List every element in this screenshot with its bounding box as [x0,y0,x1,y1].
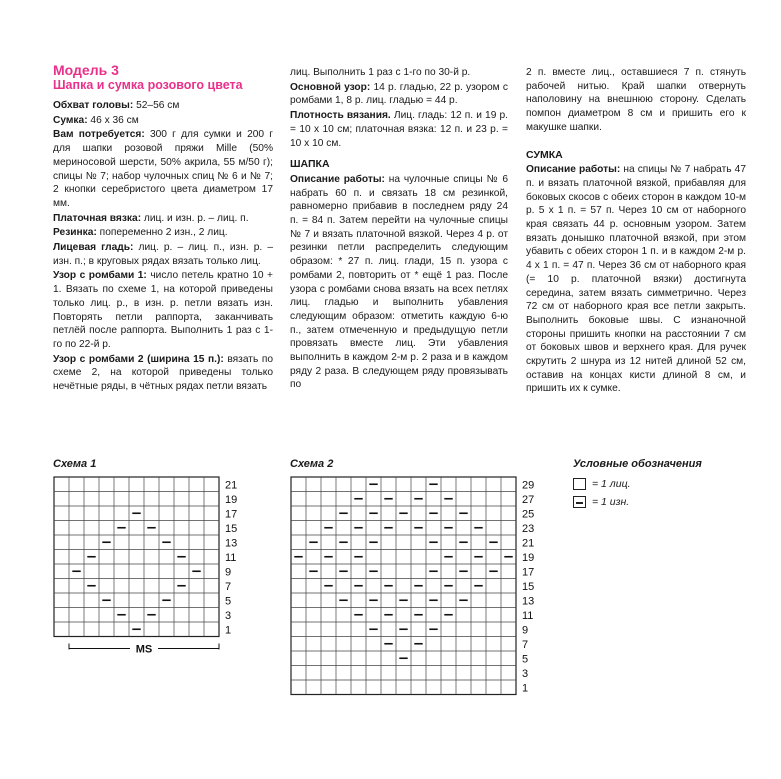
row-number-label: 23 [522,522,535,535]
scheme-1-chart [53,476,253,671]
col1-label: Сумка: [53,114,88,126]
legend-purl-row [573,496,702,508]
section-hat-title: ШАПКА [290,158,330,171]
col1-label: Резинка: [53,227,97,239]
col1-label: Узор с ромбами 1: [53,270,147,282]
rapport-label: MS [135,643,153,656]
bag-label: Описание работы: [526,164,621,176]
row-number-label: 7 [522,638,529,651]
column-3-section-body [526,163,746,396]
row-number-label: 27 [522,493,535,506]
hat-label: Описание работы: [290,173,385,185]
row-number-label: 17 [522,566,535,579]
col2-text: Лиц. гладь: 12 п. и 19 р. = 10 х 10 см; платочная вязка: 12 п. и 23 р. = 10 х 10 см. [290,110,508,149]
col2-label: Основной узор: [290,81,371,93]
column-1-body [53,99,273,394]
row-number-label: 15 [225,522,238,535]
row-number-label: 1 [522,682,529,695]
scheme-2-title: Схема 2 [290,458,334,470]
row-number-label: 15 [522,580,535,593]
row-number-label: 3 [225,609,232,622]
column-3 [526,66,746,397]
hat-text: на чулочные спицы № 6 набрать 60 п. и связать 18 см резинкой, равномерно прибавив в последнем ряду 24 п. = 84 п. Затем перейти на чулочные спицы № 7 и вязать платочной вязкой. Через 4 р. от резинки петли распределить следующим образом: * 27 п. лиц. глади, 15 п. узора с ромбами 2, повторить от * ещё 1 раз. После узора с ромбами снова вязать на всех петлях лиц. гладью и выполнить убавления следующим образом: отметить каждую 6-ю п., затем отмеченную и предыдущую петли провязать вместе лиц. Эти убавления выполнить в каждом 2-м р. 2 раза и в каждом ряду 2 раза. В следующем ряду провязывать по [290,173,508,391]
col1-label: Платочная вязка: [53,212,142,224]
row-number-label: 3 [522,667,529,680]
col1-paragraph [53,241,273,268]
legend-knit-row [573,478,702,490]
grid-border [54,477,219,637]
legend-title: Условные обозначения [573,458,702,470]
scheme-1-grid [53,476,253,666]
col1-text: лиц. и изн. р. – лиц. п. [141,212,249,224]
col2-text: 14 р. гладью, 22 р. узором с ромбами 1, 8 р. лиц. гладью = 44 р. [290,81,508,107]
col1-text: 300 г для сумки и 200 г для шапки розовой пряжи Mille (50% мериносовой шерсти, 50% акрила, 55 м/50 г); спицы № 7; набор чулочных спиц № 6 и № 7; 2 кнопки серебристого цвета диаметром 17 мм. [53,129,274,209]
bag-text: на спицы № 7 набрать 47 п. и вязать платочной вязкой, прибавляя для боковых скосов с обеих сторон в каждом 10-м р. 5 х 1 п. = 57 п. Через 10 см от наборного края связать 44 р. основным узором. Затем вязать донышко платочной вязкой, при этом убавить с обеих сторон 1 п. и в каждом 2-м р. 4 х 1 п. = 47 п. Через 36 см от наборного края (= 10 р. платочной вязки) достигнута середина, затем вязать симметрично. Через 72 см от наборного края все петли закрыть. Выполнить боковые швы. С изнаночной стороны пришить кнопки на расстоянии 7 см от боковых швов и верхнего края. Для ручек скрутить 2 шнура из 12 нитей длиной 52 см, оставив на концах кисти длиной 8 см, и пришить их к сумке. [526,164,746,395]
row-number-label: 9 [225,566,232,579]
legend-purl-label: = 1 изн. [592,496,630,508]
hat-paragraph [290,173,508,392]
row-number-label: 5 [522,653,529,666]
row-number-label: 21 [225,479,238,492]
row-number-label: 25 [522,508,535,521]
legend [573,458,702,514]
col1-paragraph [53,226,273,240]
col1-text: лиц. р. – лиц. п., изн. р. – изн. п.; в круговых рядах вязать только лиц. [53,242,273,267]
col1-text: число петель кратно 10 + 1. Вязать по схеме 1, на которой приведены только лиц. р., в изн. р. петли вязать изн. Повторять петли раппорта, заканчивать петлёй после раппорта. Выполнить 1 раз с 1-го по 22-й р. [53,270,273,350]
col1-paragraph [53,269,273,351]
row-number-label: 13 [522,595,535,608]
scheme-1-title: Схема 1 [53,458,97,470]
col1-paragraph [53,99,273,113]
row-number-label: 13 [225,537,238,550]
row-number-label: 7 [225,580,232,593]
row-number-label: 11 [225,551,237,564]
row-number-label: 19 [522,551,535,564]
model-subtitle: Шапка и сумка розового цвета [53,78,243,92]
col1-paragraph [53,353,273,394]
legend-knit-label: = 1 лиц. [592,478,631,490]
row-number-label: 11 [522,609,534,622]
row-number-label: 21 [522,537,535,550]
bag-paragraph [526,163,746,396]
column-2 [290,66,508,393]
column-2-intro: лиц. Выполнить 1 раз с 1-го по 30-й р. [290,67,471,78]
row-number-label: 5 [225,595,232,608]
row-number-label: 29 [522,479,535,492]
col1-label: Лицевая гладь: [53,242,134,254]
scheme-2-chart [290,476,540,703]
col2-paragraph [290,81,508,108]
column-1 [53,62,273,395]
row-number-label: 19 [225,493,238,506]
col1-paragraph [53,114,273,128]
col1-label: Вам потребуется: [53,129,145,141]
model-title: Модель 3 [53,62,119,78]
col1-paragraph [53,128,273,210]
column-2-items [290,81,508,151]
col1-label: Узор с ромбами 2 (ширина 15 п.): [53,353,224,365]
col2-label: Плотность вязания. [290,110,391,122]
col1-text: 52–56 см [133,100,180,111]
row-number-label: 9 [522,624,529,637]
col1-text: 46 х 36 см [87,114,139,126]
knit-symbol-icon [573,478,586,490]
col1-label: Обхват головы: [53,100,134,111]
purl-symbol-icon [573,496,586,508]
col1-text: вязать по схеме 2, на которой приведены только нечётные ряды, в чётных рядах петли вязать [53,353,273,393]
col1-text: попеременно 2 изн., 2 лиц. [96,227,228,239]
row-number-label: 17 [225,508,238,521]
col1-paragraph [53,212,273,226]
row-number-label: 1 [225,624,232,637]
scheme-2-grid [290,476,540,698]
section-bag-title: СУМКА [526,148,563,161]
column-2-section-body [290,173,508,392]
column-3-intro: 2 п. вместе лиц., оставшиеся 7 п. стянуть рабочей нитью. Край шапки отвернуть наполовину на внешнюю сторону. Сделать помпон диаметром 8 см и пришить его к макушке шапки. [526,67,746,133]
col2-paragraph [290,109,508,150]
